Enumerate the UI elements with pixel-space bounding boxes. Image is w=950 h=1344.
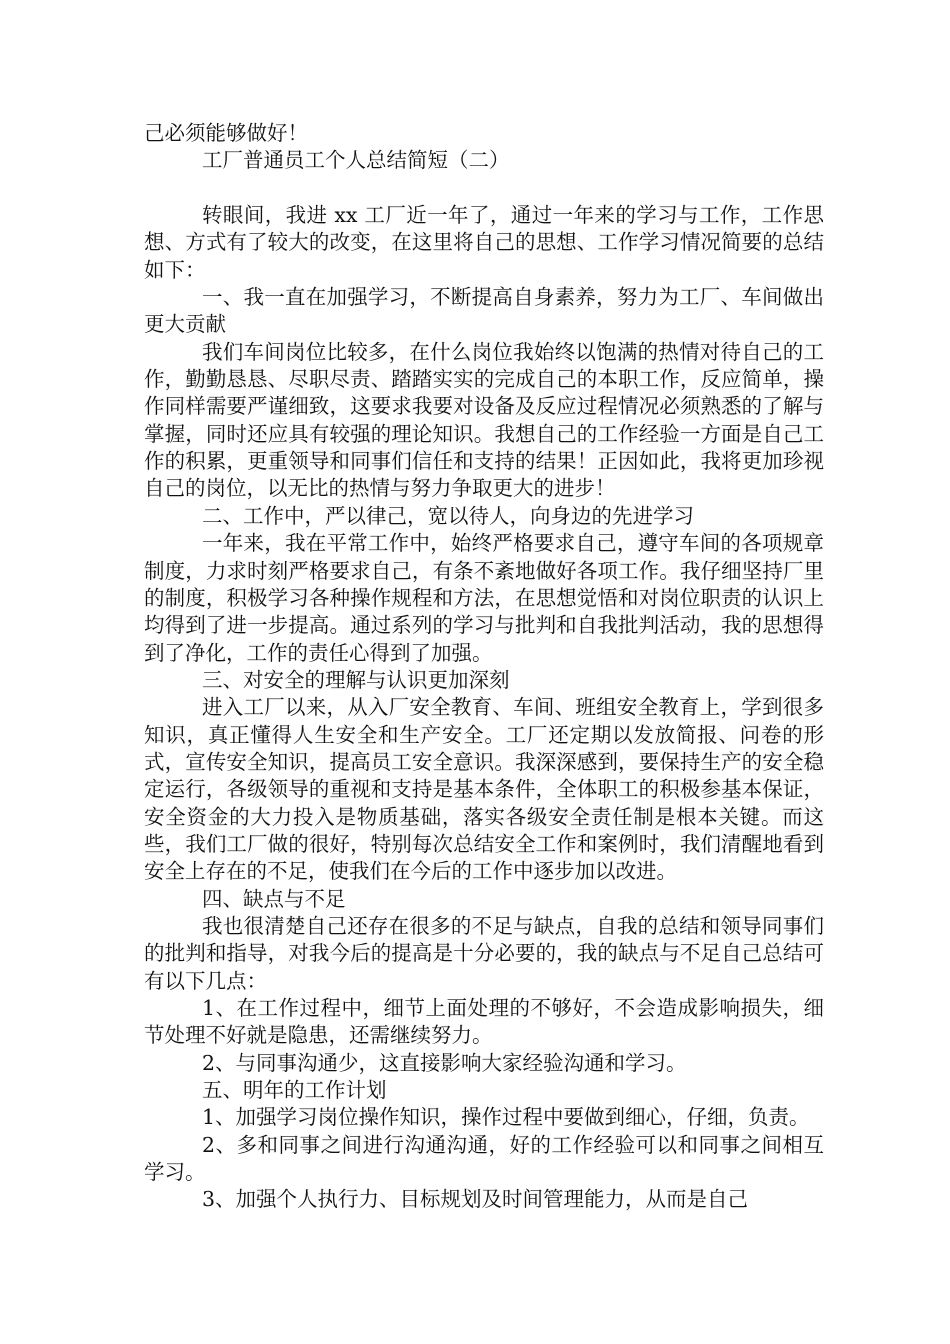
paragraph: 我也很清楚自己还存在很多的不足与缺点，自我的总结和领导同事们的批判和指导，对我今后的提高是十分必要的，我的缺点与不足自己总结可有以下几点：	[144, 913, 824, 993]
paragraph: 1、加强学习岗位操作知识，操作过程中要做到细心，仔细，负责。	[202, 1105, 810, 1130]
paragraph: 工厂普通员工个人总结简短（二）	[202, 148, 510, 173]
paragraph: 进入工厂以来，从入厂安全教育、车间、班组安全教育上，学到很多知识，真正懂得人生安全和生产安全。工厂还定期以发放简报、问卷的形式，宣传安全知识，提高员工安全意识。我深深感到，要保持生产的安全稳定运行，各级领导的重视和支持是基本条件，全体职工的积极参基本保证，安全资金的大力投入是物质基础，落实各级安全责任制是根本关键。而这些，我们工厂做的很好，特别每次总结安全工作和案例时，我们清醒地看到安全上存在的不足，使我们在今后的工作中逐步加以改进。	[144, 695, 824, 884]
paragraph: 转眼间，我进 xx 工厂近一年了，通过一年来的学习与工作，工作思想、方式有了较大的改变，在这里将自己的思想、工作学习情况简要的总结如下：	[144, 203, 824, 282]
blank-line	[144, 175, 824, 202]
paragraph: 三、对安全的理解与认识更加深刻	[202, 667, 510, 692]
paragraph: 我们车间岗位比较多，在什么岗位我始终以饱满的热情对待自己的工作，勤勤恳恳、尽职尽责、踏踏实实的完成自己的本职工作，反应简单，操作同样需要严谨细致，这要求我要对设备及反应过程情况必须熟悉的了解与掌握，同时还应具有较强的理论知识。我想自己的工作经验一方面是自己工作的积累，更重领导和同事们信任和支持的结果！正因如此，我将更加珍视自己的岗位，以无比的热情与努力争取更大的进步！	[144, 339, 824, 501]
paragraph: 五、明年的工作计划	[202, 1078, 387, 1103]
paragraph: 二、工作中，严以律己，宽以待人，向身边的先进学习	[202, 503, 694, 528]
paragraph: 一、我一直在加强学习，不断提高自身素养，努力为工厂、车间做出更大贡献	[144, 285, 824, 337]
paragraph: 2、与同事沟通少，这直接影响大家经验沟通和学习。	[202, 1050, 687, 1075]
paragraph: 一年来，我在平常工作中，始终严格要求自己，遵守车间的各项规章制度，力求时刻严格要求自己，有条不紊地做好各项工作。我仔细坚持厂里的制度，积极学习各种操作规程和方法，在思想觉悟和对岗位职责的认识上均得到了进一步提高。通过系列的学习与批判和自我批判活动，我的思想得到了净化，工作的责任心得到了加强。	[144, 531, 824, 665]
paragraph: 己必须能够做好！	[144, 121, 308, 145]
paragraph: 2、多和同事之间进行沟通沟通，好的工作经验可以和同事之间相互学习。	[144, 1132, 824, 1185]
paragraph: 1、在工作过程中，细节上面处理的不够好，不会造成影响损失，细节处理不好就是隐患，还需继续努力。	[144, 996, 824, 1048]
document-body	[144, 120, 824, 1214]
paragraph: 四、缺点与不足	[202, 886, 346, 911]
paragraph: 3、加强个人执行力、目标规划及时间管理能力，从而是自己	[202, 1187, 749, 1212]
